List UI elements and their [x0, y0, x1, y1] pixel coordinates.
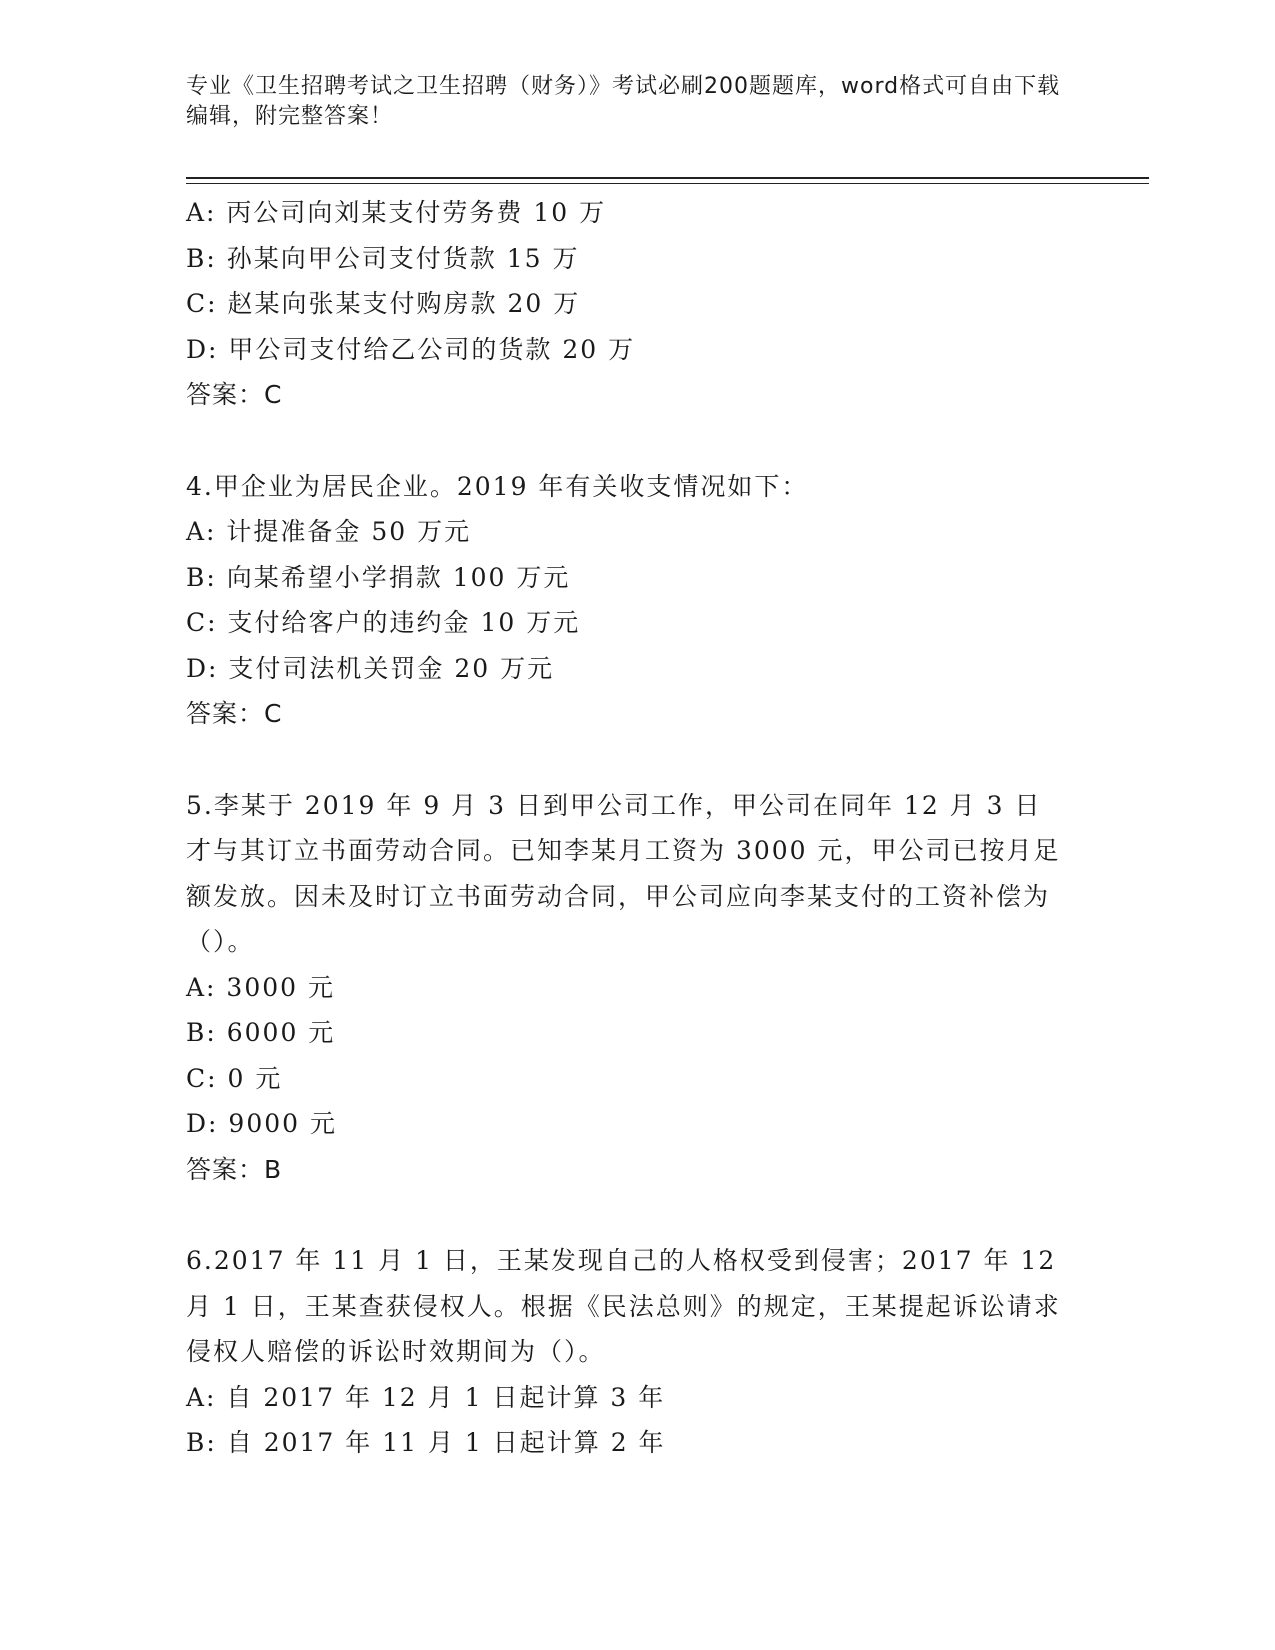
option-d: D: 9000 元 — [186, 1109, 337, 1138]
option-a: A: 丙公司向刘某支付劳务费 10 万 — [186, 198, 607, 227]
option-d: D: 支付司法机关罚金 20 万元 — [186, 653, 555, 683]
option-a: A: 3000 元 — [186, 972, 335, 1002]
question-content — [186, 190, 1086, 1466]
question-4 — [186, 464, 1086, 737]
option-a: A: 计提准备金 50 万元 — [186, 517, 472, 546]
answer-line: 答案：B — [186, 1154, 283, 1184]
option-b: B: 6000 元 — [186, 1018, 336, 1047]
question-stem: 5.李某于 2019 年 9 月 3 日到甲公司工作，甲公司在同年 12 月 3 日才与其订立书面劳动合同。已知李某月工资为 3000 元，甲公司已按月足额发放。因未及时订立书面劳动合同，甲公司应向李某支付的工资补偿为（）。 — [186, 790, 1061, 956]
question-spacer — [186, 1192, 1086, 1238]
question-stem: 6.2017 年 11 月 1 日，王某发现自己的人格权受到侵害；2017 年 12 月 1 日，王某查获侵权人。根据《民法总则》的规定，王某提起诉讼请求侵权人赔偿的诉讼时效期间为（）。 — [186, 1246, 1061, 1366]
option-b: B: 自 2017 年 11 月 1 日起计算 2 年 — [186, 1428, 666, 1457]
option-b: B: 向某希望小学捐款 100 万元 — [186, 562, 571, 592]
answer-line: 答案：C — [186, 380, 283, 409]
option-c: C: 赵某向张某支付购房款 20 万 — [186, 289, 581, 318]
question-3-tail — [186, 190, 1086, 418]
question-spacer — [186, 737, 1086, 783]
header-rule-thin — [186, 183, 1149, 184]
question-stem: 4.甲企业为居民企业。2019 年有关收支情况如下： — [186, 471, 809, 501]
header-rule-thick — [186, 177, 1149, 179]
option-d: D: 甲公司支付给乙公司的货款 20 万 — [186, 334, 636, 364]
option-c: C: 支付给客户的违约金 10 万元 — [186, 608, 581, 637]
question-spacer — [186, 418, 1086, 464]
answer-line: 答案：C — [186, 699, 283, 728]
option-b: B: 孙某向甲公司支付货款 15 万 — [186, 243, 580, 273]
document-header: 专业《卫生招聘考试之卫生招聘（财务）》考试必刷200题题库，word格式可自由下载编辑，附完整答案！ — [186, 74, 1061, 129]
question-5 — [186, 783, 1086, 1193]
question-6 — [186, 1238, 1086, 1466]
option-c: C: 0 元 — [186, 1063, 283, 1093]
option-a: A: 自 2017 年 12 月 1 日起计算 3 年 — [186, 1382, 666, 1412]
